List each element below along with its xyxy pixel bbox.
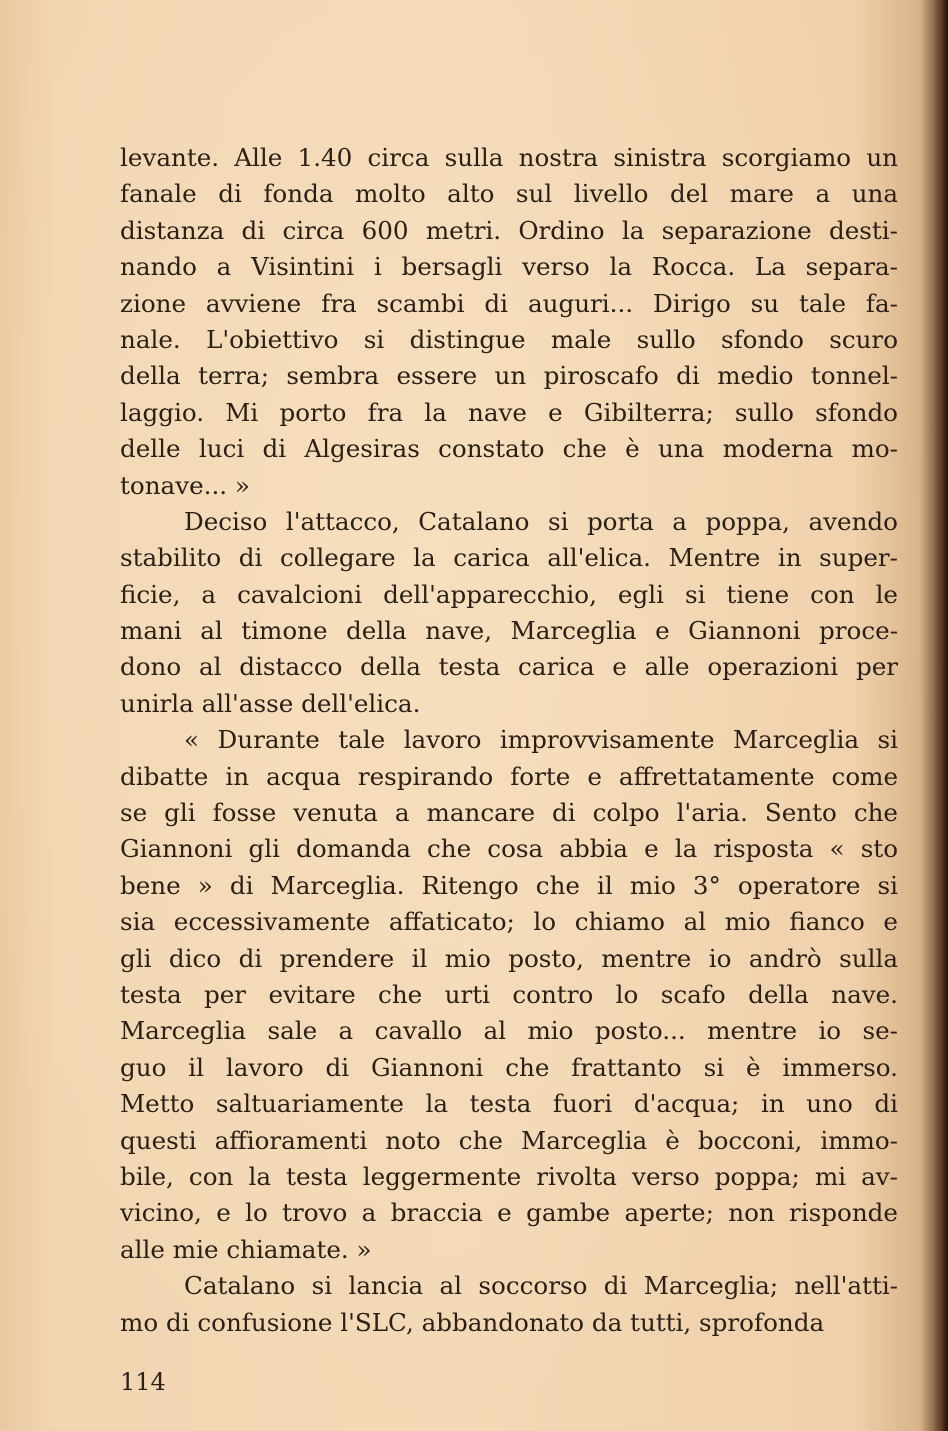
text-line: distanza di circa 600 metri. Ordino la separazione desti- — [120, 215, 898, 245]
text-line: unirla all'asse dell'elica. — [120, 688, 421, 718]
text-line: ficie, a cavalcioni dell'apparecchio, egli si tiene con le — [120, 579, 898, 609]
text-line: levante. Alle 1.40 circa sulla nostra sinistra scorgiamo un — [120, 143, 898, 172]
paragraph — [120, 722, 898, 1268]
text-line: questi affioramenti noto che Marceglia è bocconi, immo- — [120, 1125, 898, 1155]
text-line: Metto saltuariamente la testa fuori d'acqua; in uno di — [120, 1089, 898, 1119]
text-line: vicino, e lo trovo a braccia e gambe aperte; non risponde — [120, 1198, 898, 1228]
paragraph — [120, 504, 898, 722]
text-line: della terra; sembra essere un piroscafo di medio tonnel- — [120, 361, 898, 391]
text-line: dono al distacco della testa carica e alle operazioni per — [120, 652, 898, 682]
text-line: tonave... » — [120, 470, 250, 500]
page-number: 114 — [120, 1368, 166, 1396]
text-line: se gli fosse venuta a mancare di colpo l'aria. Sento che — [120, 798, 898, 828]
text-line: mo di confusione l'SLC, abbandonato da tutti, sprofonda — [120, 1307, 825, 1337]
text-line: nale. L'obiettivo si distingue male sullo sfondo scuro — [120, 324, 898, 354]
text-line: stabilito di collegare la carica all'elica. Mentre in super- — [120, 543, 898, 573]
text-line: bile, con la testa leggermente rivolta verso poppa; mi av- — [120, 1161, 898, 1191]
text-line: laggio. Mi porto fra la nave e Gibilterra; sullo sfondo — [120, 397, 898, 427]
text-line: Catalano si lancia al soccorso di Marceglia; nell'atti- — [184, 1271, 898, 1301]
text-line: gli dico di prendere il mio posto, mentre io andrò sulla — [120, 943, 898, 973]
text-line: « Durante tale lavoro improvvisamente Marceglia si — [184, 725, 898, 755]
paragraph — [120, 1268, 898, 1341]
text-line: Deciso l'attacco, Catalano si porta a poppa, avendo — [184, 506, 898, 536]
paragraph — [120, 140, 898, 504]
text-line: sia eccessivamente affaticato; lo chiamo al mio fianco e — [120, 907, 898, 937]
text-line: mani al timone della nave, Marceglia e Giannoni proce- — [120, 616, 898, 646]
text-line: nando a Visintini i bersagli verso la Rocca. La separa- — [120, 252, 898, 282]
text-line: alle mie chiamate. » — [120, 1234, 372, 1264]
text-line: bene » di Marceglia. Ritengo che il mio 3° operatore si — [120, 870, 898, 900]
text-line: testa per evitare che urti contro lo scafo della nave. — [120, 979, 898, 1009]
text-line: Marceglia sale a cavallo al mio posto... mentre io se- — [120, 1016, 898, 1046]
text-line: fanale di fonda molto alto sul livello del mare a una — [120, 179, 898, 209]
text-line: Giannoni gli domanda che cosa abbia e la risposta « sto — [120, 834, 898, 864]
text-line: zione avviene fra scambi di auguri... Dirigo su tale fa- — [120, 288, 898, 318]
text-line: guo il lavoro di Giannoni che frattanto si è immerso. — [120, 1052, 898, 1082]
text-line: dibatte in acqua respirando forte e affrettatamente come — [120, 761, 898, 791]
body-text — [120, 140, 898, 1341]
text-line: delle luci di Algesiras constato che è una moderna mo- — [120, 434, 898, 464]
